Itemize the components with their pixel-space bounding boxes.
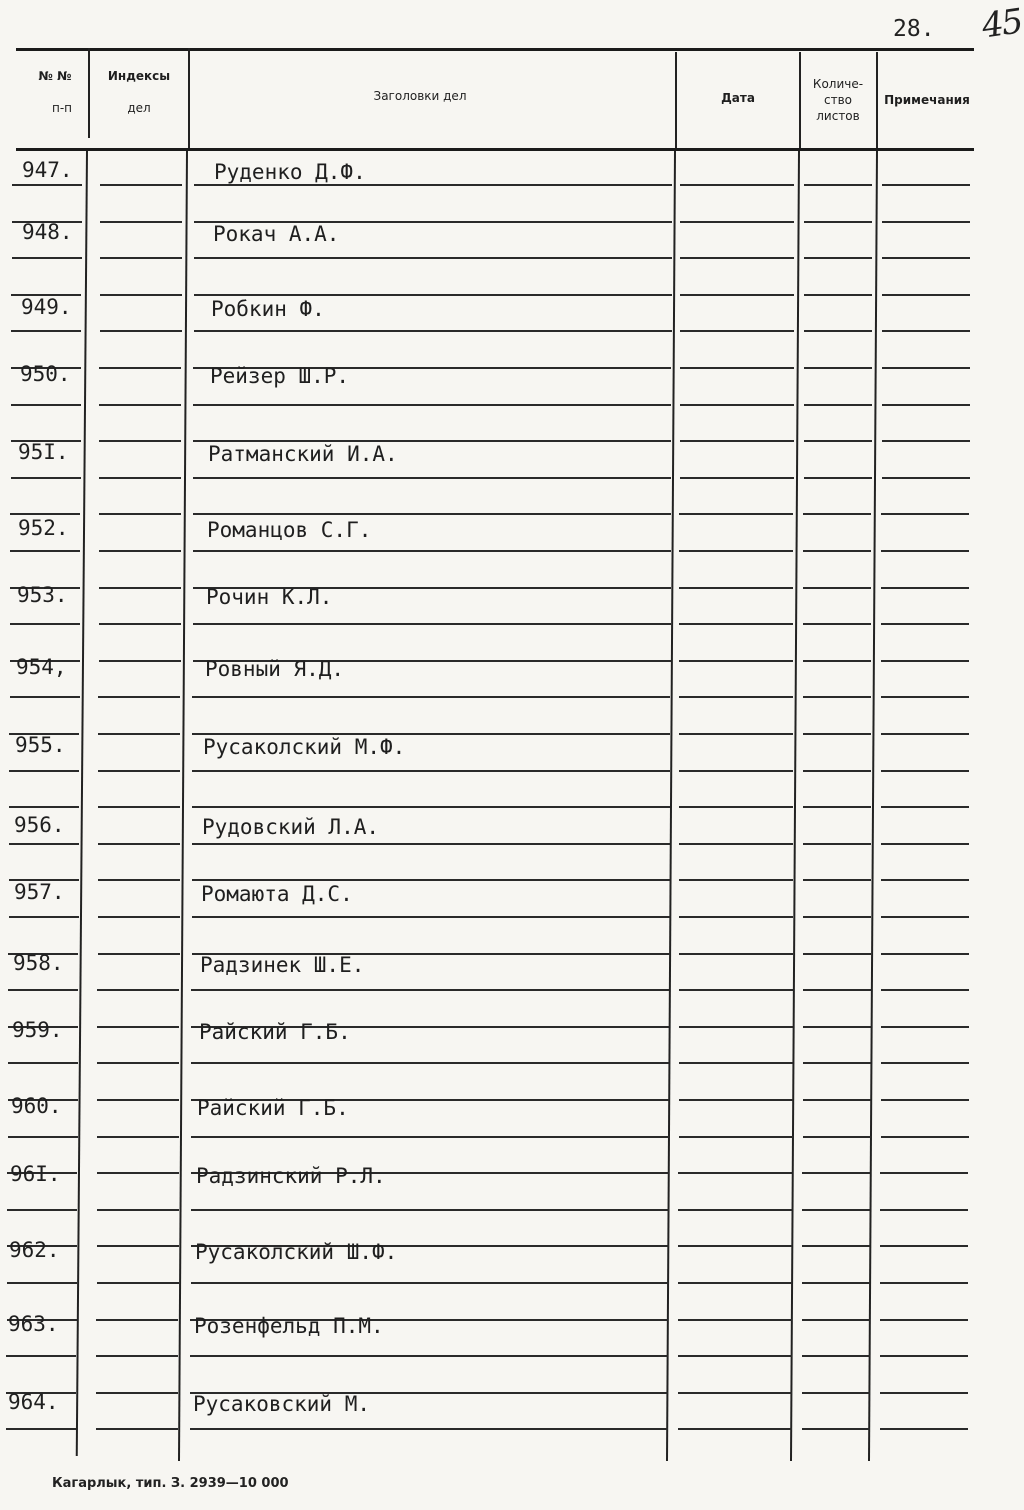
column-divider [76,151,88,1456]
row-rule [97,1026,179,1028]
row-rule [678,1282,792,1284]
row-rule [192,916,670,918]
row-rule [882,330,970,332]
row-title: Розенфельд П.М. [194,1314,384,1338]
row-rule [97,989,179,991]
row-rule [191,1136,669,1138]
row-rule [880,1319,968,1321]
row-number: 959. [12,1018,63,1042]
row-rule [802,1172,870,1174]
row-rule [192,879,670,881]
row-rule [6,1355,76,1357]
row-rule [680,440,794,442]
handwritten-sheet-mark: 45 [979,1,1024,47]
row-title: Радзинский Р.Л. [196,1164,386,1188]
row-rule [804,440,872,442]
row-rule [10,696,80,698]
row-rule [678,1392,792,1394]
row-rule [881,1099,969,1101]
row-rule [99,623,181,625]
row-title: Русаковский М. [193,1392,371,1416]
row-rule [12,257,82,259]
row-rule [881,843,969,845]
row-rule [9,806,79,808]
row-title: Русаколский Ш.Ф. [195,1240,398,1264]
row-rule [882,477,970,479]
row-rule [10,623,80,625]
column-divider [675,52,677,148]
row-rule [803,770,871,772]
row-rule [10,513,80,515]
row-rule [881,696,969,698]
row-rule [12,184,82,186]
row-rule [99,404,181,406]
row-number: 957. [14,880,65,904]
row-rule [100,257,182,259]
row-number: 96I. [10,1162,61,1186]
row-rule [804,330,872,332]
row-rule [880,1392,968,1394]
row-rule [10,550,80,552]
row-rule [679,1136,793,1138]
row-rule [803,1062,871,1064]
row-rule [193,404,671,406]
row-rule [679,989,793,991]
row-rule [881,770,969,772]
row-rule [802,1355,870,1357]
row-rule [100,294,182,296]
row-rule [680,221,794,223]
row-title: Руденко Д.Ф. [214,160,366,184]
row-rule [191,1282,669,1284]
row-rule [99,367,181,369]
row-rule [678,1172,792,1174]
row-rule [679,1062,793,1064]
printer-imprint: Кагарлык, тип. З. 2939—10 000 [52,1476,289,1491]
row-rule [97,1245,179,1247]
header-index: Индексы [107,69,171,83]
row-rule [98,843,180,845]
row-rule [802,1392,870,1394]
table-top-rule [16,48,974,51]
row-rule [880,1282,968,1284]
row-rule [680,184,794,186]
row-rule [100,184,182,186]
row-rule [97,1209,179,1211]
row-rule [803,623,871,625]
row-rule [194,184,672,186]
row-rule [679,550,793,552]
row-rule [803,879,871,881]
row-number: 948. [22,220,73,244]
row-rule [802,1428,870,1430]
row-rule [804,367,872,369]
row-rule [99,477,181,479]
header-count-2: ство [823,93,852,107]
row-rule [190,1355,668,1357]
row-rule [882,294,970,296]
row-rule [679,953,793,955]
row-rule [192,843,670,845]
row-rule [8,1136,78,1138]
row-rule [98,770,180,772]
row-rule [880,1209,968,1211]
row-rule [192,770,670,772]
row-title: Ромаюта Д.С. [201,882,353,906]
row-rule [193,513,671,515]
row-rule [679,623,793,625]
row-rule [100,221,182,223]
row-number: 949. [21,295,72,319]
row-rule [881,733,969,735]
row-rule [880,1245,968,1247]
row-rule [804,294,872,296]
row-number: 95I. [18,440,69,464]
row-rule [679,916,793,918]
row-rule [191,1062,669,1064]
row-title: Райский Г.Б. [197,1096,349,1120]
row-rule [880,1428,968,1430]
row-rule [97,1099,179,1101]
row-rule [882,440,970,442]
row-rule [192,806,670,808]
row-rule [679,1099,793,1101]
row-number: 962. [9,1238,60,1262]
row-rule [7,1282,77,1284]
row-rule [802,1282,870,1284]
row-rule [97,1136,179,1138]
row-rule [880,1355,968,1357]
row-rule [97,1282,179,1284]
row-rule [881,916,969,918]
row-rule [193,550,671,552]
row-rule [803,733,871,735]
row-rule [881,1136,969,1138]
row-rule [803,1099,871,1101]
row-rule [191,1209,669,1211]
row-rule [803,843,871,845]
row-rule [680,477,794,479]
row-rule [96,1392,178,1394]
header-index-sub: дел [127,101,151,115]
row-rule [803,989,871,991]
row-number: 954, [16,655,67,679]
row-title: Романцов С.Г. [207,518,372,542]
row-rule [803,806,871,808]
row-rule [98,696,180,698]
header-date: Дата [721,91,755,105]
row-rule [803,587,871,589]
row-rule [190,1428,668,1430]
row-rule [803,1026,871,1028]
row-rule [99,660,181,662]
row-rule [882,367,970,369]
row-rule [96,1428,178,1430]
row-title: Рочин К.Л. [206,585,333,609]
row-rule [194,257,672,259]
row-rule [191,989,669,991]
header-number-sub: п-п [51,101,73,115]
row-rule [194,294,672,296]
row-rule [678,1245,792,1247]
row-rule [881,660,969,662]
row-rule [680,294,794,296]
row-rule [803,953,871,955]
row-rule [881,1062,969,1064]
row-title: Рейзер Ш.Р. [210,364,350,388]
row-rule [679,513,793,515]
row-rule [881,623,969,625]
row-number: 963. [8,1312,59,1336]
row-number: 953. [17,583,68,607]
row-rule [803,1136,871,1138]
row-rule [679,879,793,881]
row-rule [98,953,180,955]
row-rule [96,1319,178,1321]
row-rule [802,1245,870,1247]
row-rule [679,660,793,662]
row-rule [802,1209,870,1211]
row-rule [99,513,181,515]
row-rule [680,404,794,406]
row-rule [803,916,871,918]
page-number: 28. [893,16,935,42]
row-rule [804,184,872,186]
row-rule [6,1428,76,1430]
row-title: Робкин Ф. [211,297,325,321]
row-number: 964. [8,1390,59,1414]
row-rule [680,257,794,259]
row-title: Русаколский М.Ф. [203,735,406,759]
row-title: Радзинек Ш.Е. [200,953,365,977]
row-rule [11,330,81,332]
row-rule [678,1428,792,1430]
row-title: Ратманский И.А. [208,442,398,466]
column-divider [188,48,190,148]
row-rule [7,1209,77,1211]
row-rule [100,330,182,332]
row-number: 955. [15,733,66,757]
row-rule [802,1319,870,1321]
row-rule [881,513,969,515]
row-rule [9,843,79,845]
row-rule [678,1209,792,1211]
row-rule [193,477,671,479]
row-number: 956. [14,813,65,837]
header-notes: Примечания [884,93,970,107]
row-rule [882,221,970,223]
row-rule [679,587,793,589]
row-rule [680,330,794,332]
row-rule [678,1355,792,1357]
row-rule [193,623,671,625]
row-rule [881,550,969,552]
table-header-rule [16,148,974,151]
row-rule [881,879,969,881]
row-rule [803,660,871,662]
row-rule [804,477,872,479]
row-rule [8,1062,78,1064]
header-title: Заголовки дел [373,89,467,103]
row-rule [804,221,872,223]
row-rule [679,733,793,735]
row-title: Райский Г.Б. [199,1020,351,1044]
row-title: Рокач А.А. [213,222,340,246]
row-rule [679,770,793,772]
row-rule [679,806,793,808]
row-rule [99,440,181,442]
row-rule [8,989,78,991]
row-rule [192,696,670,698]
header-count-3: листов [816,109,860,123]
column-divider [88,48,90,138]
row-rule [678,1319,792,1321]
row-rule [679,1026,793,1028]
row-rule [9,770,79,772]
row-rule [680,367,794,369]
row-rule [97,1062,179,1064]
row-rule [97,1172,179,1174]
row-rule [98,806,180,808]
row-rule [881,587,969,589]
row-rule [803,696,871,698]
row-rule [880,1172,968,1174]
row-rule [881,1026,969,1028]
row-number: 958. [13,951,64,975]
row-title: Ровный Я.Д. [205,657,345,681]
row-rule [804,257,872,259]
row-rule [11,404,81,406]
row-rule [11,477,81,479]
row-rule [803,550,871,552]
row-rule [99,550,181,552]
row-rule [98,916,180,918]
row-rule [881,953,969,955]
row-rule [98,733,180,735]
row-number: 952. [18,516,69,540]
row-rule [803,513,871,515]
row-number: 960. [11,1094,62,1118]
row-rule [882,257,970,259]
header-count-1: Количе- [812,77,864,91]
row-rule [679,696,793,698]
row-rule [96,1355,178,1357]
row-rule [804,404,872,406]
row-rule [9,916,79,918]
header-number: № № [38,69,72,83]
row-rule [881,806,969,808]
row-rule [882,184,970,186]
row-rule [679,843,793,845]
row-number: 950. [20,362,71,386]
row-title: Рудовский Л.А. [202,815,380,839]
row-rule [98,879,180,881]
row-rule [194,330,672,332]
row-rule [882,404,970,406]
row-rule [881,989,969,991]
row-rule [99,587,181,589]
row-number: 947. [22,158,73,182]
